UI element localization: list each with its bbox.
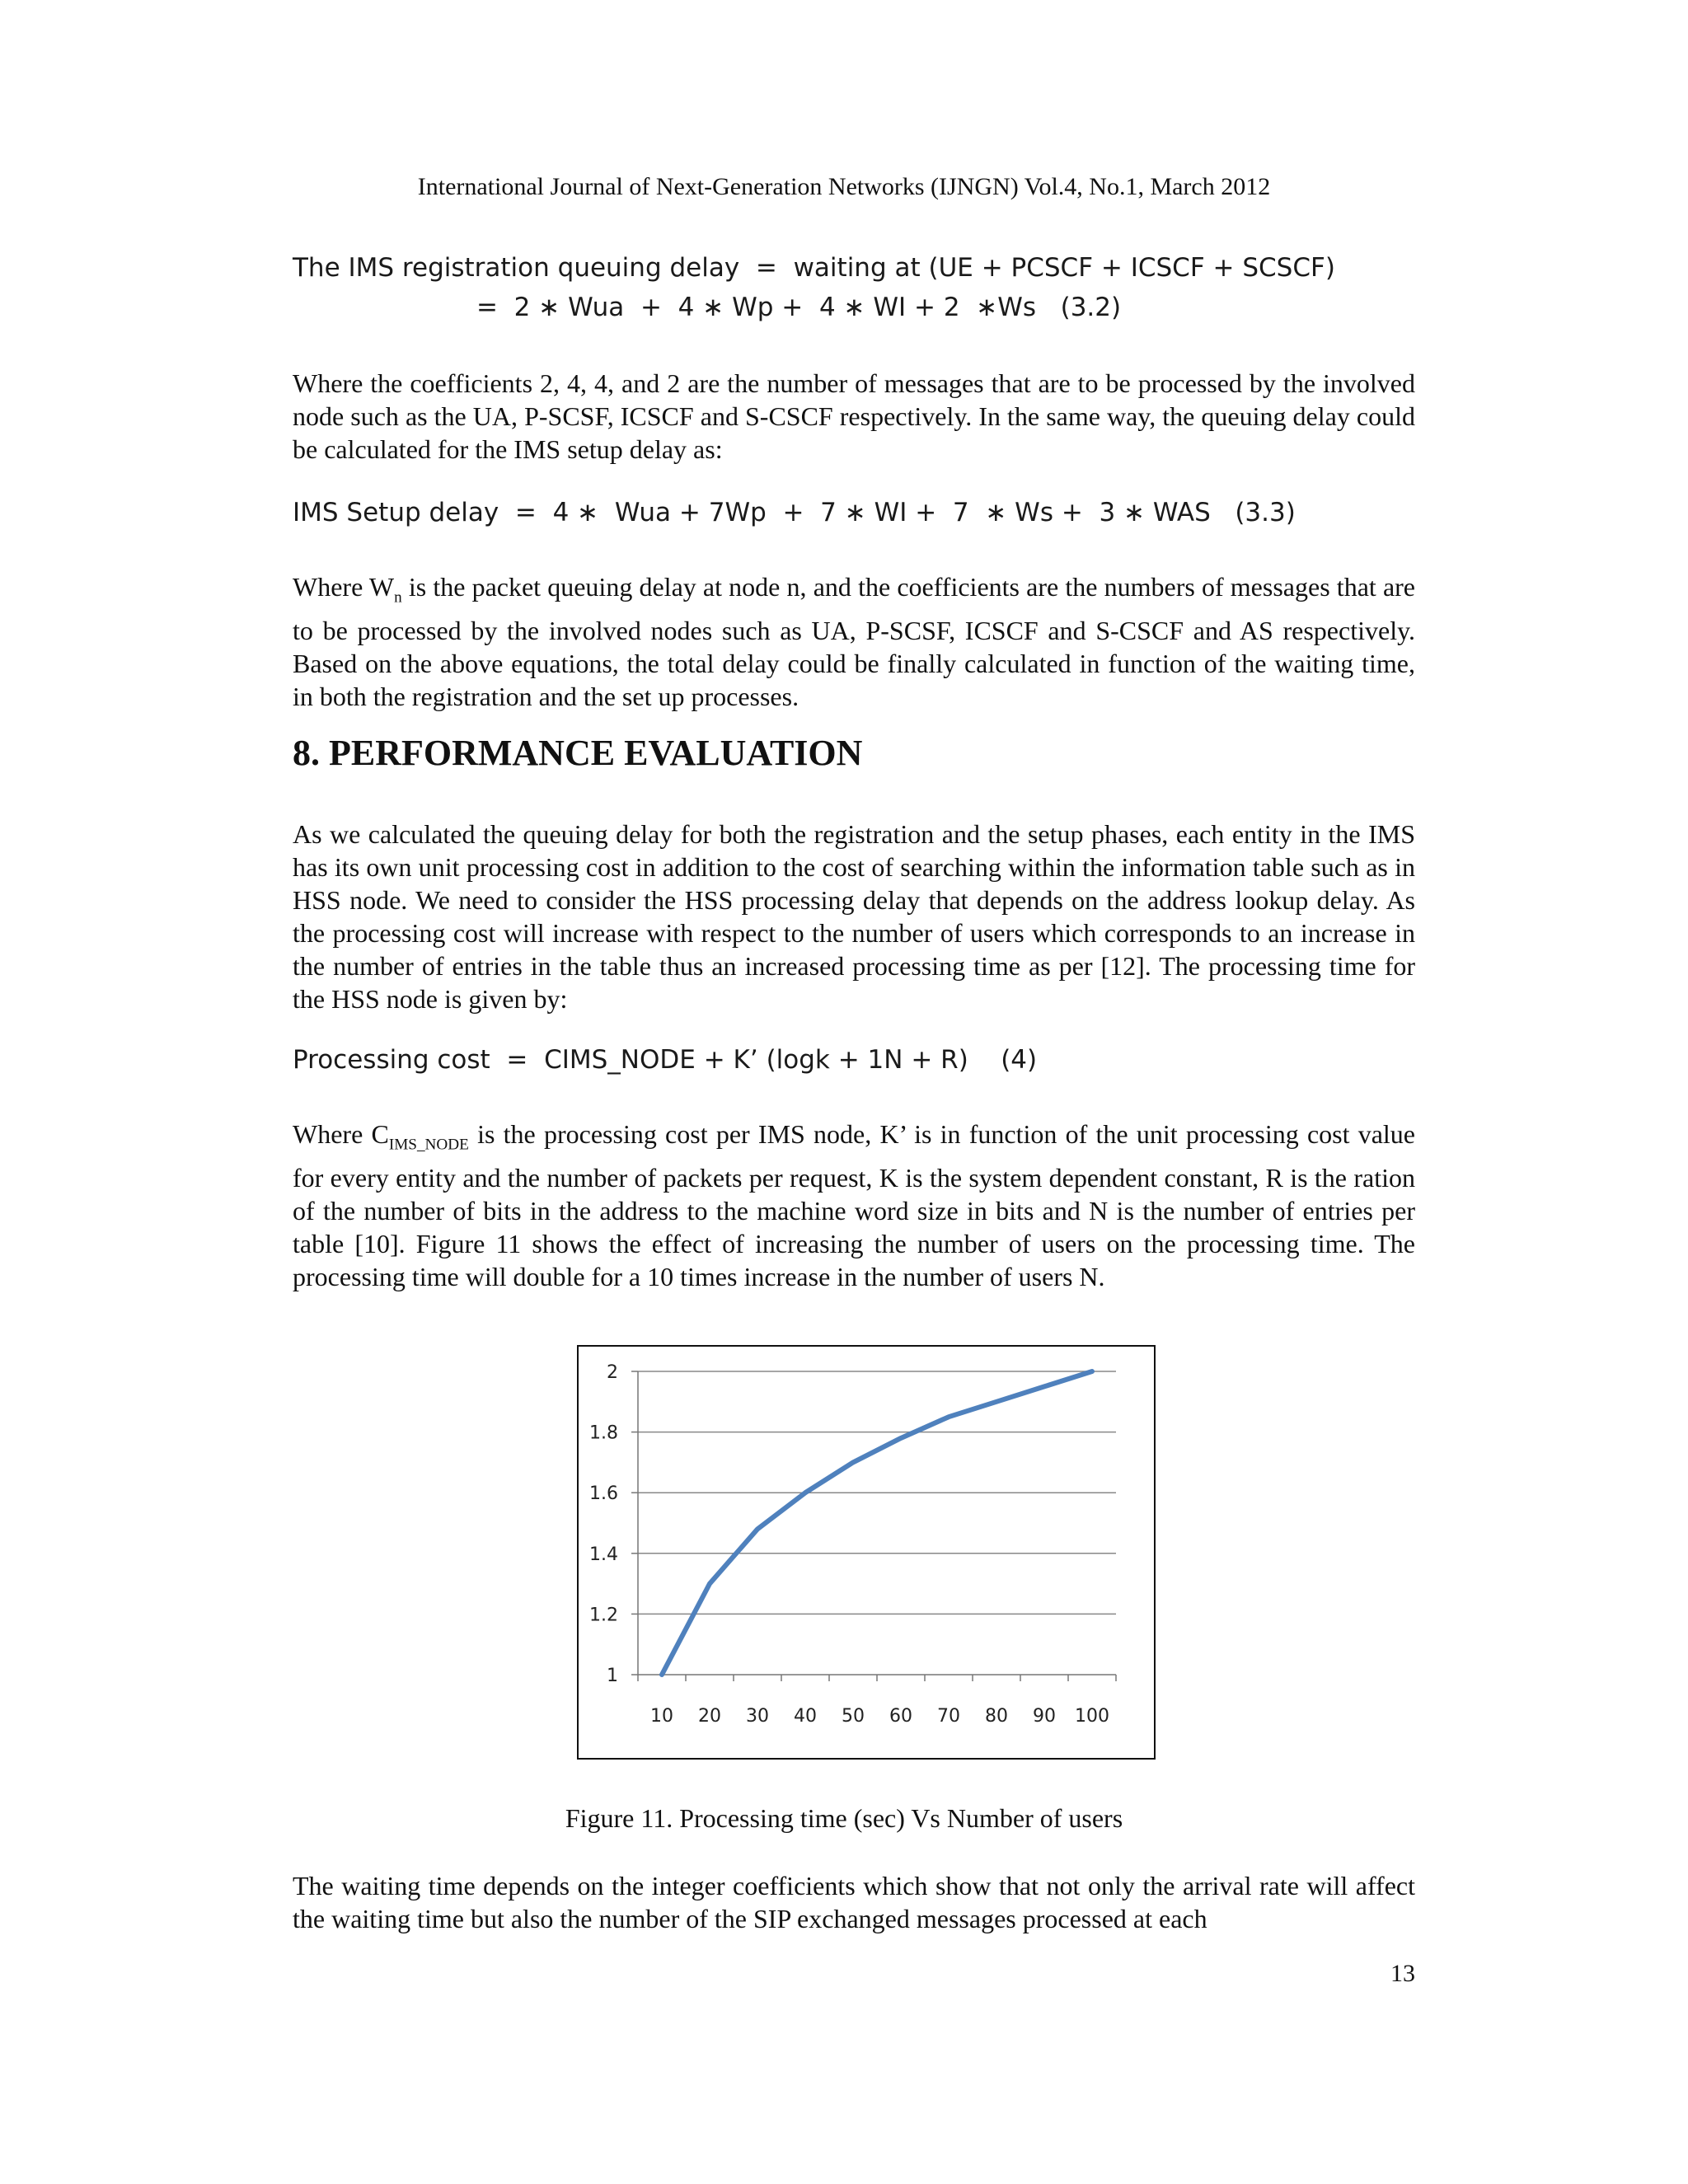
equation-3-2-line-2: = 2 ∗ Wua + 4 ∗ Wp + 4 ∗ WI + 2 ∗Ws (3.2) [476,293,1122,322]
x-tick-label: 70 [937,1706,960,1727]
running-header: International Journal of Next-Generation Networks (IJNGN) Vol.4, No.1, March 2012 [417,173,1271,200]
chart-svg [579,1347,1154,1758]
p4-lead: Where C [293,1119,389,1149]
p2-subscript: n [394,588,402,607]
page-number: 13 [1390,1960,1415,1987]
y-tick-label: 1 [607,1666,618,1686]
equation-3-2-line-1: The IMS registration queuing delay = waiting at (UE + PCSCF + ICSCF + SCSCF) [293,253,1335,283]
equation-3-3: IMS Setup delay = 4 ∗ Wua + 7Wp + 7 ∗ WI + 7 ∗ Ws + 3 ∗ WAS (3.3) [293,498,1296,527]
figure-caption: Figure 11. Processing time (sec) Vs Number of users [565,1803,1123,1833]
series-line [662,1371,1092,1675]
p2-rest: is the packet queuing delay at node n, and the coefficients are the numbers of messages that are to be processed by the involved nodes such as UA, P-SCSF, ICSCF and S-CSCF and AS respectively. Based on the above equations, the total delay could be finally calculated in function of the waiting time, in both the registration and the set up processes. [293,572,1416,712]
x-tick-label: 80 [985,1706,1008,1727]
x-tick-label: 60 [889,1706,912,1727]
p4-subscript: IMS_NODE [388,1136,469,1154]
y-tick-label: 1.6 [589,1483,618,1505]
y-tick-label: 1.8 [589,1422,618,1444]
paragraph-coefficients: Where the coefficients 2, 4, 4, and 2 are the number of messages that are to be processed by the involved node such as the UA, P-SCSF, ICSCF and S-CSCF respectively. In the same way, the queuing delay could be calculated for the IMS setup delay as: [293,368,1415,464]
paragraph-waiting-time [293,570,1415,713]
p4-rest: is the processing cost per IMS node, K’ is in function of the unit processing cost value for every entity and the number of packets per request, K is the system dependent constant, R is the ration of the number of bits in the address to the machine word size in bits and N is the number of entries per table [10]. Figure 11 shows the effect of increasing the number of users on the processing time. The processing time will double for a 10 times increase in the number of users N. [293,1119,1416,1292]
x-tick-label: 10 [650,1706,673,1727]
paragraph-processing-cost: As we calculated the queuing delay for both the registration and the setup phases, each entity in the IMS has its own unit processing cost in addition to the cost of searching within the information table such as in HSS node. We need to consider the HSS processing delay that depends on the address lookup delay. As the processing cost will increase with respect to the number of users which corresponds to an increase in the number of entries in the table thus an increased processing time as per [12]. The processing time for the HSS node is given by: [293,819,1415,1014]
paragraph-where-c-ims-node [293,1118,1415,1293]
x-tick-label: 100 [1075,1706,1109,1727]
y-tick-label: 1.2 [589,1605,618,1626]
p2-lead: Where W [293,572,395,602]
figure-11-chart [577,1345,1156,1760]
y-tick-label: 1.4 [589,1544,618,1565]
x-tick-label: 40 [794,1706,817,1727]
paragraph-waiting-time-depends: The waiting time depends on the integer coefficients which show that not only the arrival rate will affect the waiting time but also the number of the SIP exchanged messages processed at each [293,1871,1415,1933]
x-tick-label: 30 [746,1706,769,1727]
y-tick-label: 2 [607,1362,618,1383]
section-heading: 8. PERFORMANCE EVALUATION [293,733,863,773]
equation-4: Processing cost = CIMS_NODE + K’ (logk + 1N + R) (4) [293,1045,1038,1075]
x-tick-label: 20 [698,1706,721,1727]
x-tick-label: 90 [1033,1706,1056,1727]
x-tick-label: 50 [842,1706,865,1727]
